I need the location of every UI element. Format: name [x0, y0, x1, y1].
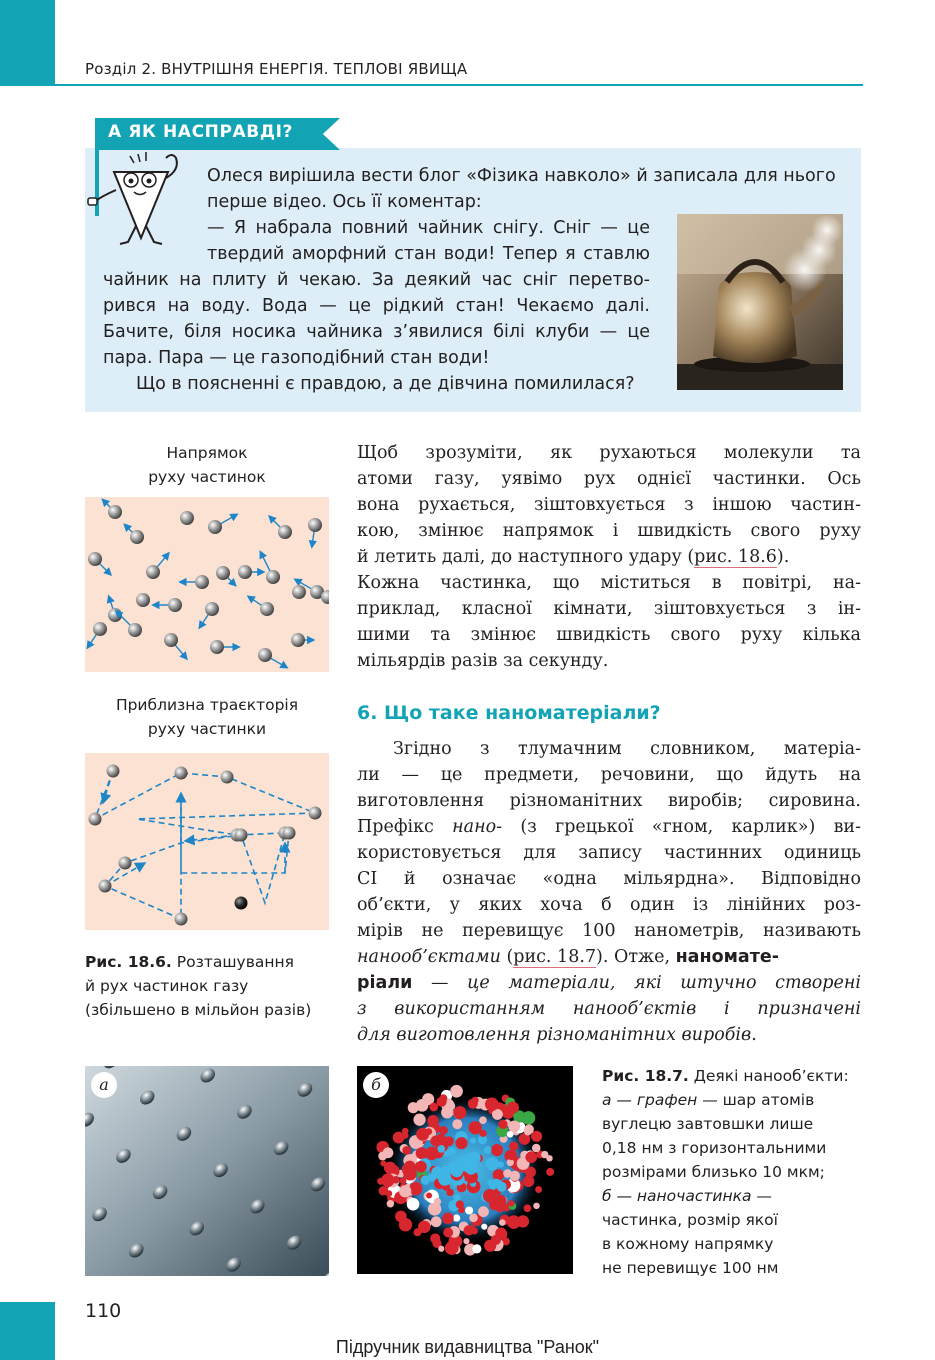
atom [507, 1102, 519, 1114]
gas-particle [221, 771, 234, 784]
definition-part-1: це матеріали, які штучно створені [467, 973, 861, 993]
gas-particle [291, 633, 305, 647]
atom [380, 1160, 386, 1166]
fig-18-6-label: Рис. 18.6. [85, 953, 172, 971]
atom [486, 1157, 499, 1170]
gas-particle [136, 593, 150, 607]
term-nanomaterials-2: ріали [357, 973, 413, 993]
gas-particle [128, 623, 142, 637]
trajectory-path [95, 771, 315, 919]
para2-line-6: СІ й означає «одна мільярдна». Відповідно [357, 869, 861, 889]
atom [399, 1185, 411, 1197]
atom [496, 1204, 504, 1212]
atom [393, 1132, 405, 1144]
gas-particle [119, 857, 132, 870]
atom [439, 1126, 448, 1135]
gas-particle [258, 648, 272, 662]
chapter-header: Розділ 2. ВНУТРІШНЯ ЕНЕРГІЯ. ТЕПЛОВІ ЯВИЩА [85, 60, 468, 78]
atom [498, 1161, 504, 1167]
atom [453, 1214, 460, 1221]
definition-part-3: для виготовлення різноманітних виробів [357, 1025, 752, 1045]
particle-directions-diagram [85, 497, 329, 672]
para1-line-4: кою, змінює напрямок і швидкість свого руху [357, 521, 861, 541]
fig-18-7-caption-line-8: в кожному напрямку [602, 1235, 774, 1253]
fig-18-7-caption-text: Деякі нанооб’єкти: [688, 1067, 849, 1085]
atom [426, 1192, 432, 1198]
atom [491, 1144, 503, 1156]
callout-line-8: пара. Пара — це газоподібний стан води! [103, 348, 490, 368]
atom [425, 1147, 438, 1160]
para2-line-2: ли — це предмети, речовини, що йдуть на [357, 765, 861, 785]
atom [436, 1097, 446, 1107]
para2-line-9c: ). Отже, [596, 947, 676, 967]
atom [442, 1213, 454, 1225]
fig-18-7-caption-line-4: 0,18 нм з горизонтальними [602, 1139, 827, 1157]
para2-line-4c: (з грецької «гном, карлик») ви- [502, 817, 861, 837]
atom [498, 1120, 507, 1129]
tracked-particle [235, 897, 248, 910]
gas-particle [260, 602, 274, 616]
atom [483, 1189, 496, 1202]
fig-18-7-caption-line-3: вуглецю завтовшки лише [602, 1115, 814, 1133]
particle-trajectory-svg [85, 753, 329, 930]
atom [469, 1225, 475, 1231]
gas-particle [175, 767, 188, 780]
atom [408, 1102, 419, 1113]
section-6-title: 6. Що таке наноматеріали? [357, 702, 661, 724]
fig-18-6-caption-line-3: (збільшено в мільйон разів) [85, 1001, 312, 1019]
para1-line-5 [357, 544, 789, 570]
atom [425, 1128, 432, 1135]
para1-line-5-text: й летить далі, до наступного удару ( [357, 547, 695, 567]
callout-line-2: перше відео. Ось її коментар: [207, 192, 482, 212]
atom [458, 1162, 467, 1171]
atom [430, 1233, 440, 1243]
para1-line-1: Щоб зрозуміти, як рухаються молекули та [357, 443, 861, 463]
gas-particle [208, 520, 222, 534]
atom [463, 1238, 469, 1244]
gas-particle [89, 813, 102, 826]
atom [438, 1246, 444, 1252]
atom [472, 1244, 481, 1253]
gas-particle [210, 640, 224, 654]
gas-particle [130, 530, 144, 544]
para1-line-8: шими та змінює швидкість свого руху кілька [357, 625, 861, 645]
para2-line-9 [357, 944, 779, 970]
gas-particle [88, 552, 102, 566]
atom [493, 1169, 505, 1181]
page-number: 110 [85, 1300, 122, 1322]
atom [524, 1128, 532, 1136]
para2-line-9b: ( [500, 947, 514, 967]
gas-particle [168, 598, 182, 612]
graphene-photo [85, 1066, 329, 1276]
fig-18-7-caption-line-1 [602, 1064, 849, 1088]
term-nanoobjects: нанооб’єктами [357, 947, 501, 967]
gas-particle [99, 880, 112, 893]
fig-18-6-mid-caption-1: Приблизна траєкторія [115, 696, 299, 714]
atom [470, 1138, 476, 1144]
atom [546, 1168, 554, 1176]
atom [453, 1106, 466, 1119]
publisher-footer: Підручник видавництва "Ранок" [335, 1337, 600, 1357]
para2-line-10b: — [412, 973, 468, 993]
atom [381, 1186, 388, 1193]
definition-part-2: з використанням нанооб’єктів і призначені [357, 999, 861, 1019]
fig-18-7-caption-line-7: частинка, розмір якої [602, 1211, 778, 1229]
atom [467, 1152, 480, 1165]
atom [524, 1204, 532, 1212]
gas-particle [308, 518, 322, 532]
atom [397, 1196, 404, 1203]
para2-line-12 [357, 1022, 757, 1048]
atom [456, 1200, 464, 1208]
ref-fig-18-7-link[interactable]: рис. 18.7 [513, 947, 597, 967]
atom [484, 1240, 496, 1252]
atom [507, 1131, 514, 1138]
fig-18-6-mid-caption-2: руху частинки [147, 720, 267, 738]
atom [480, 1130, 487, 1137]
para1-line-7: приклад, класної кімнати, зіштовхується з ін- [357, 599, 861, 619]
atom [497, 1182, 507, 1192]
para2-line-4a: Префікс [357, 817, 453, 837]
para2-line-12-end: . [751, 1025, 757, 1045]
atom [449, 1238, 459, 1248]
photo-badge-b: б [363, 1072, 389, 1098]
fig-18-6-top-caption-1: Напрямок [166, 444, 248, 462]
kettle-photo [677, 214, 843, 390]
gas-particle [292, 585, 306, 599]
para2-line-11 [357, 996, 861, 1022]
para2-line-7: об’єкти, у яких хоча б один із лінійних роз- [357, 895, 861, 915]
atom [469, 1214, 478, 1223]
atom [479, 1116, 487, 1124]
atom [434, 1198, 441, 1205]
para1-line-3: вона рухається, зіштовхується з іншою частин- [357, 495, 861, 515]
atom [431, 1166, 443, 1178]
atom [429, 1103, 438, 1112]
fig-18-7-caption-6b: — [751, 1187, 772, 1205]
para1-line-2: атоми газу, уявімо рух однієї частинки. Ось [357, 469, 861, 489]
gas-particle [266, 570, 280, 584]
atom [387, 1200, 394, 1207]
top-teal-block [0, 0, 55, 86]
atom [413, 1228, 421, 1236]
callout-line-1: Олеся вирішила вести блог «Фізика навколо» й записала для нього [207, 166, 836, 186]
term-nanomaterials-1: наномате- [675, 947, 779, 967]
nanoparticle-svg [357, 1066, 573, 1274]
gas-particle [180, 511, 194, 525]
atom [533, 1203, 540, 1210]
term-nano: нано- [452, 817, 503, 837]
atom [415, 1161, 427, 1173]
atom [532, 1144, 541, 1153]
callout-line-7: Бачите, біля носика чайника з’явилися білі клуби — це [103, 322, 650, 342]
atom [509, 1142, 518, 1151]
callout-title: А ЯК НАСПРАВДІ? [108, 122, 293, 142]
gas-particle [235, 829, 248, 842]
para2-line-10 [357, 970, 861, 996]
gas-particle [283, 827, 296, 840]
atom [523, 1176, 535, 1188]
atom [436, 1134, 446, 1144]
atom [413, 1114, 425, 1126]
atom [465, 1206, 473, 1214]
para1-line-5-end: ). [776, 547, 790, 567]
atom [383, 1147, 394, 1158]
gas-particle [175, 913, 188, 926]
photo-badge-a: а [91, 1072, 117, 1098]
atom [508, 1121, 520, 1133]
gas-particle [93, 622, 107, 636]
atom [420, 1175, 429, 1184]
atom [517, 1215, 529, 1227]
gas-particle [195, 575, 209, 589]
para2-line-3: виготовлення різноманітних виробів; сировина. [357, 791, 861, 811]
fig-18-6-caption-text: Розташування [171, 953, 294, 971]
fig-18-7-caption-2b: — шар атомів [697, 1091, 815, 1109]
atom [443, 1228, 453, 1238]
atom [395, 1211, 407, 1223]
atom [407, 1198, 420, 1211]
header-rule [55, 84, 863, 86]
atom [535, 1186, 542, 1193]
para2-line-8: мірів не перевищує 100 нанометрів, називають [357, 921, 861, 941]
atom [546, 1155, 552, 1161]
nanoparticle-photo [357, 1066, 573, 1274]
atom [402, 1146, 411, 1155]
particle-trajectory-diagram [85, 753, 329, 930]
atom [402, 1128, 409, 1135]
atom [484, 1146, 492, 1154]
atom [446, 1189, 453, 1196]
fig-18-6-top-caption-2: руху частинок [148, 468, 266, 486]
atom [452, 1119, 462, 1129]
term-nanoparticle: б — наночастинка [602, 1187, 752, 1205]
gas-particle [309, 807, 322, 820]
atom [468, 1099, 478, 1109]
gas-particle [205, 602, 219, 616]
atom [510, 1171, 520, 1181]
atom [431, 1216, 442, 1227]
atom [485, 1097, 499, 1111]
atom [409, 1182, 422, 1195]
atom [381, 1174, 394, 1187]
fig-18-6-caption-line-2: й рух частинок газу [85, 977, 249, 995]
callout-line-5: чайник на плиту й чекаю. За деякий час сніг перетво- [103, 270, 650, 290]
fig-18-6-caption-line-1 [85, 950, 294, 974]
ref-fig-18-6-link[interactable]: рис. 18.6 [694, 547, 777, 567]
gas-particle [278, 525, 292, 539]
atom [499, 1219, 506, 1226]
atom [478, 1206, 489, 1217]
fig-18-7-label: Рис. 18.7. [602, 1067, 689, 1085]
particle-directions-svg [85, 497, 329, 672]
atom [455, 1137, 467, 1149]
gas-particle [216, 566, 230, 580]
callout-line-4: твердий аморфний стан води! Тепер я ставлю [207, 244, 650, 264]
para1-line-9: мільярдів разів за секунду. [357, 651, 609, 671]
atom [508, 1200, 515, 1207]
atom [437, 1145, 445, 1153]
graphene-svg [85, 1066, 329, 1276]
thinking-character-illustration [86, 150, 196, 250]
callout-line-3: — Я набрала повний чайник снігу. Сніг — це [207, 218, 650, 238]
callout-line-6: рився на воду. Вода — це рідкий стан! Чекаємо далі. [103, 296, 650, 316]
atom [450, 1085, 463, 1098]
callout-question: Що в поясненні є правдою, а де дівчина помилилася? [136, 374, 635, 394]
fig-18-7-caption-line-9: не перевищує 100 нм [602, 1259, 779, 1277]
fig-18-7-caption-line-6 [602, 1184, 772, 1208]
atom [481, 1224, 487, 1230]
gas-particle [108, 505, 122, 519]
atom [525, 1151, 537, 1163]
para2-line-4 [357, 814, 861, 840]
term-graphene: а — графен [602, 1091, 698, 1109]
atom [507, 1150, 517, 1160]
gas-particle [238, 565, 252, 579]
para2-line-5: користовується для запису частинних одиниць [357, 843, 861, 863]
fig-18-7-caption-line-5: розмірами близько 10 мкм; [602, 1163, 825, 1181]
gas-particle [164, 633, 178, 647]
atom [403, 1167, 417, 1181]
gas-particle [107, 765, 120, 778]
fig-18-7-caption-line-2 [602, 1088, 814, 1112]
atom [487, 1179, 493, 1185]
gas-particle [146, 565, 160, 579]
para2-line-1: Згідно з тлумачним словником, матеріа- [393, 739, 861, 759]
para1-line-6: Кожна частинка, що міститься в повітрі, на- [357, 573, 861, 593]
